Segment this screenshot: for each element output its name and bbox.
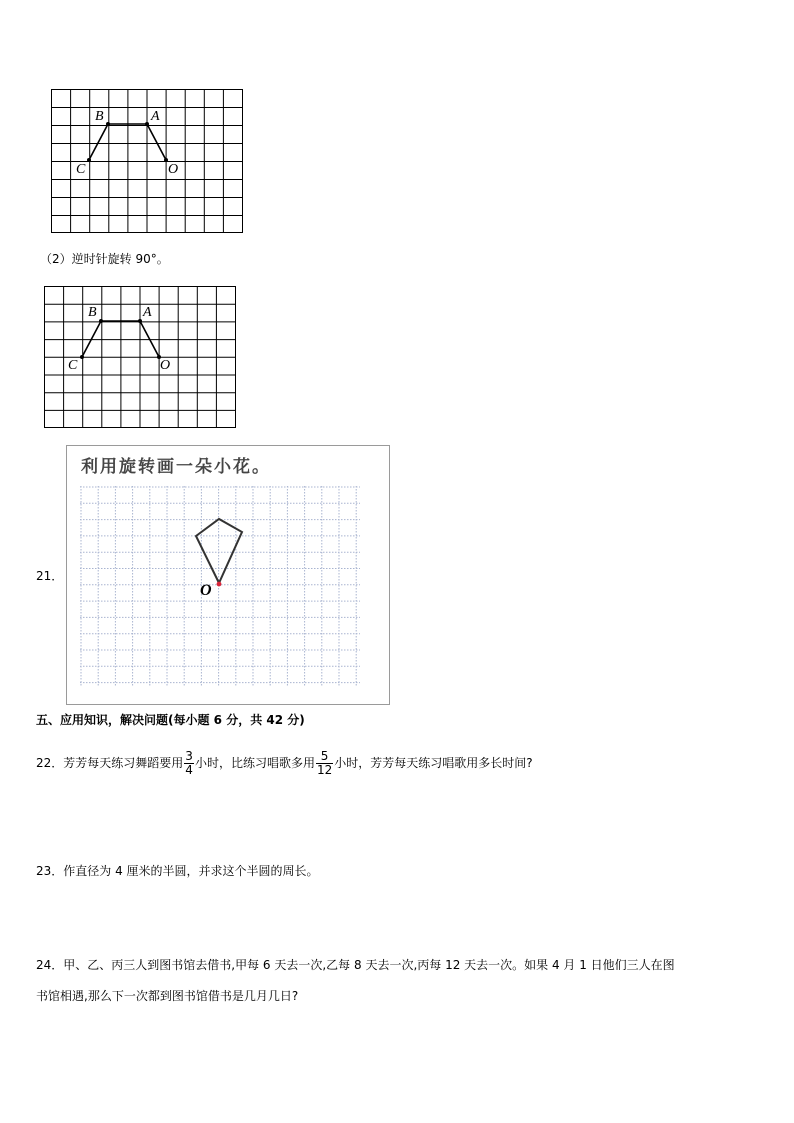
label-o-1: O bbox=[168, 162, 179, 177]
label-b-1: B bbox=[95, 109, 104, 124]
question-22-number: 22． bbox=[36, 756, 64, 770]
label-c-1: C bbox=[76, 162, 86, 177]
point-o-label: O bbox=[200, 582, 212, 599]
question-22 bbox=[36, 743, 533, 783]
label-b-2: B bbox=[88, 305, 97, 320]
label-a-1: A bbox=[151, 109, 160, 124]
grid-figure-2 bbox=[44, 286, 236, 428]
section-5-heading: 五、应用知识，解决问题(每小题 6 分，共 42 分) bbox=[36, 713, 305, 727]
shape-overlay-1 bbox=[51, 89, 243, 233]
question-24-number: 24． bbox=[36, 958, 64, 972]
question-24-line-2: 书馆相遇,那么下一次都到图书馆借书是几月几日? bbox=[36, 989, 299, 1003]
question-20-part-2: （2）逆时针旋转 90°。 bbox=[40, 252, 169, 266]
question-22-text-a: 芳芳每天练习舞蹈要用 bbox=[63, 756, 184, 770]
question-24-line-1 bbox=[36, 957, 675, 973]
flower-grid bbox=[80, 486, 360, 686]
fraction-5-12: $\frac{5}{12}$ bbox=[316, 749, 333, 777]
question-24-text-1: 甲、乙、丙三人到图书馆去借书,甲每 6 天去一次,乙每 8 天去一次,丙每 12 天去一次。如果 4 月 1 日他们三人在图 bbox=[63, 958, 675, 972]
question-22-text-c: 小时，芳芳每天练习唱歌用多长时间? bbox=[334, 756, 533, 770]
question-23-text: 作直径为 4 厘米的半圆，并求这个半圆的周长。 bbox=[63, 864, 319, 878]
point-o bbox=[217, 582, 222, 587]
label-c-2: C bbox=[68, 358, 78, 373]
question-21-number: 21． bbox=[36, 569, 64, 583]
question-22-text-b: 小时，比练习唱歌多用 bbox=[194, 756, 315, 770]
flower-picture bbox=[66, 445, 390, 705]
label-o-2: O bbox=[160, 358, 171, 373]
fraction-3-4: $\frac{3}{4}$ bbox=[185, 749, 193, 777]
question-23-number: 23． bbox=[36, 864, 64, 878]
label-a-2: A bbox=[143, 305, 152, 320]
flower-title: 利用旋转画一朵小花。 bbox=[81, 457, 271, 477]
question-23 bbox=[36, 863, 319, 879]
